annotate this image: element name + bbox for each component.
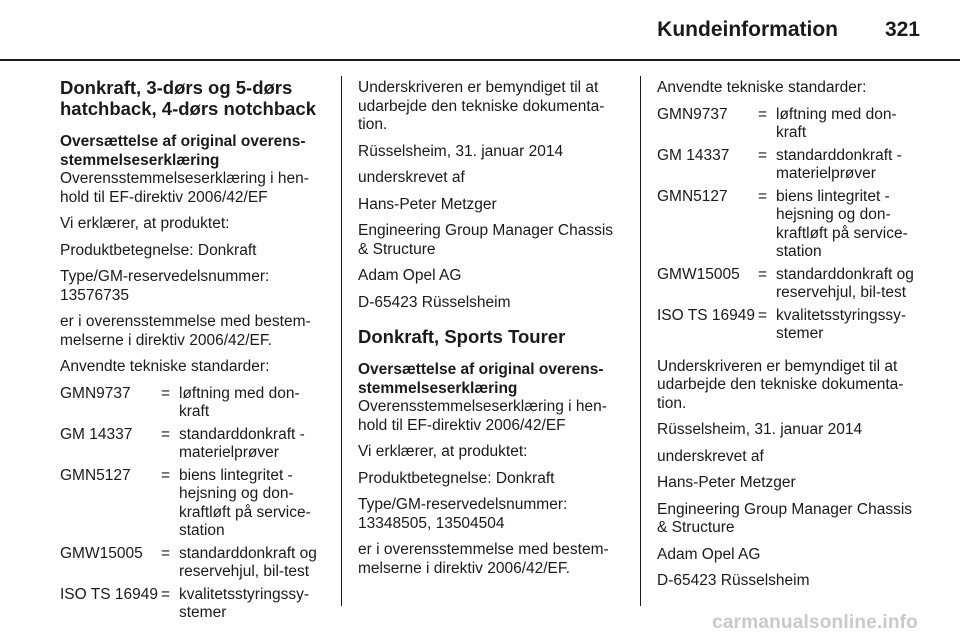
standards-row [657, 106, 925, 143]
column-3 [657, 79, 925, 599]
page-number: 321 [884, 18, 920, 41]
standards-row [60, 385, 328, 422]
standard-description: standarddonkraft - materielprøver [776, 146, 902, 182]
paragraph: Anvendte tekniske standarder: [657, 79, 867, 96]
standard-description: standarddonkraft og reservehjul, bil-test [776, 265, 914, 301]
standard-equals: = [161, 585, 171, 603]
standards-row [60, 586, 328, 623]
paragraph: Overensstemmelseserklæring i hen-hold til EF-direktiv 2006/42/EF [60, 170, 309, 206]
paragraph: Type/GM-reservedelsnummer: 13348505, 13504504 [358, 496, 568, 532]
standard-description: standarddonkraft - materielprøver [179, 425, 305, 461]
paragraph: Underskriveren er bemyndiget til at udarbejde den tekniske dokumenta-tion. [657, 357, 904, 412]
paragraph: Engineering Group Manager Chassis & Structure [657, 500, 913, 536]
paragraph: Engineering Group Manager Chassis & Structure [358, 222, 614, 258]
standards-row [657, 266, 925, 303]
paragraph: Anvendte tekniske standarder: [60, 358, 270, 375]
paragraph: D-65423 Rüsselsheim [358, 293, 511, 311]
paragraph: D-65423 Rüsselsheim [657, 572, 810, 589]
paragraph: Overensstemmelseserklæring i hen-hold til EF-direktiv 2006/42/EF [358, 398, 607, 434]
standards-row [60, 426, 328, 463]
standard-description: kvalitetsstyringssy-stemer [179, 585, 310, 621]
standard-description: løftning med don-kraft [776, 105, 897, 141]
paragraph: Produktbetegnelse: Donkraft [60, 241, 257, 259]
standard-equals: = [758, 146, 768, 164]
watermark: carmanualsonline.info [712, 612, 918, 633]
paragraph: Adam Opel AG [358, 267, 462, 284]
standard-code: GMN9737 [60, 384, 131, 402]
paragraph: underskrevet af [358, 169, 465, 186]
paragraph: underskrevet af [657, 447, 764, 465]
standard-code: GMN5127 [657, 187, 728, 205]
paragraph: Rüsselsheim, 31. januar 2014 [358, 142, 564, 160]
paragraph: Underskriveren er bemyndiget til at udarbejde den tekniske dokumenta-tion. [358, 79, 605, 133]
standard-description: kvalitetsstyringssy-stemer [776, 306, 907, 342]
standard-equals: = [161, 466, 171, 484]
standards-row [657, 147, 925, 184]
standard-equals: = [161, 425, 171, 443]
paragraph: er i overensstemmelse med bestem-melserne i direktiv 2006/42/EF. [60, 313, 311, 349]
column-2 [358, 79, 626, 586]
standard-code: GM 14337 [657, 146, 730, 164]
standard-code: GMW15005 [60, 544, 143, 562]
section-title-sports-tourer: Donkraft, Sports Tourer [358, 326, 566, 347]
standard-description: biens lintegritet - hejsning og don-kraftløft på service-station [179, 466, 311, 539]
standard-description: standarddonkraft og reservehjul, bil-test [179, 544, 317, 580]
standard-code: GMN9737 [657, 105, 728, 123]
standards-table [60, 385, 328, 623]
column-divider-2 [640, 76, 641, 606]
standard-code: ISO TS 16949 [60, 585, 158, 603]
standards-row [657, 188, 925, 262]
standards-table [657, 106, 925, 344]
paragraph: Produktbetegnelse: Donkraft [358, 469, 555, 487]
section-subtitle: Oversættelse af original overens-stemmelseserklæring [60, 133, 306, 169]
column-divider-1 [341, 76, 342, 606]
standard-equals: = [758, 265, 768, 283]
paragraph: Rüsselsheim, 31. januar 2014 [657, 421, 863, 438]
standard-equals: = [161, 384, 171, 402]
header-divider [0, 59, 960, 61]
standards-row [60, 467, 328, 541]
standard-description: biens lintegritet - hejsning og don-kraftløft på service-station [776, 187, 908, 260]
paragraph: Vi erklærer, at produktet: [60, 215, 230, 232]
paragraph: Hans-Peter Metzger [657, 474, 796, 491]
standard-code: ISO TS 16949 [657, 306, 755, 324]
standard-description: løftning med don-kraft [179, 384, 300, 420]
standard-equals: = [758, 187, 768, 205]
paragraph: Hans-Peter Metzger [358, 195, 497, 213]
section-title-hatchback: Donkraft, 3-dørs og 5-dørs hatchback, 4-dørs notchback [60, 77, 316, 119]
standard-code: GMW15005 [657, 265, 740, 283]
standard-code: GM 14337 [60, 425, 133, 443]
header-title: Kundeinformation [657, 18, 838, 41]
standards-row [657, 307, 925, 344]
standards-row [60, 545, 328, 582]
standard-code: GMN5127 [60, 466, 131, 484]
standard-equals: = [161, 544, 171, 562]
standard-equals: = [758, 105, 768, 123]
standard-equals: = [758, 306, 768, 324]
column-1 [60, 77, 328, 627]
paragraph: Vi erklærer, at produktet: [358, 443, 528, 460]
paragraph: Type/GM-reservedelsnummer: 13576735 [60, 268, 270, 304]
paragraph: Adam Opel AG [657, 545, 761, 563]
paragraph: er i overensstemmelse med bestem-melserne i direktiv 2006/42/EF. [358, 541, 609, 577]
section-subtitle: Oversættelse af original overens-stemmelseserklæring [358, 361, 604, 397]
